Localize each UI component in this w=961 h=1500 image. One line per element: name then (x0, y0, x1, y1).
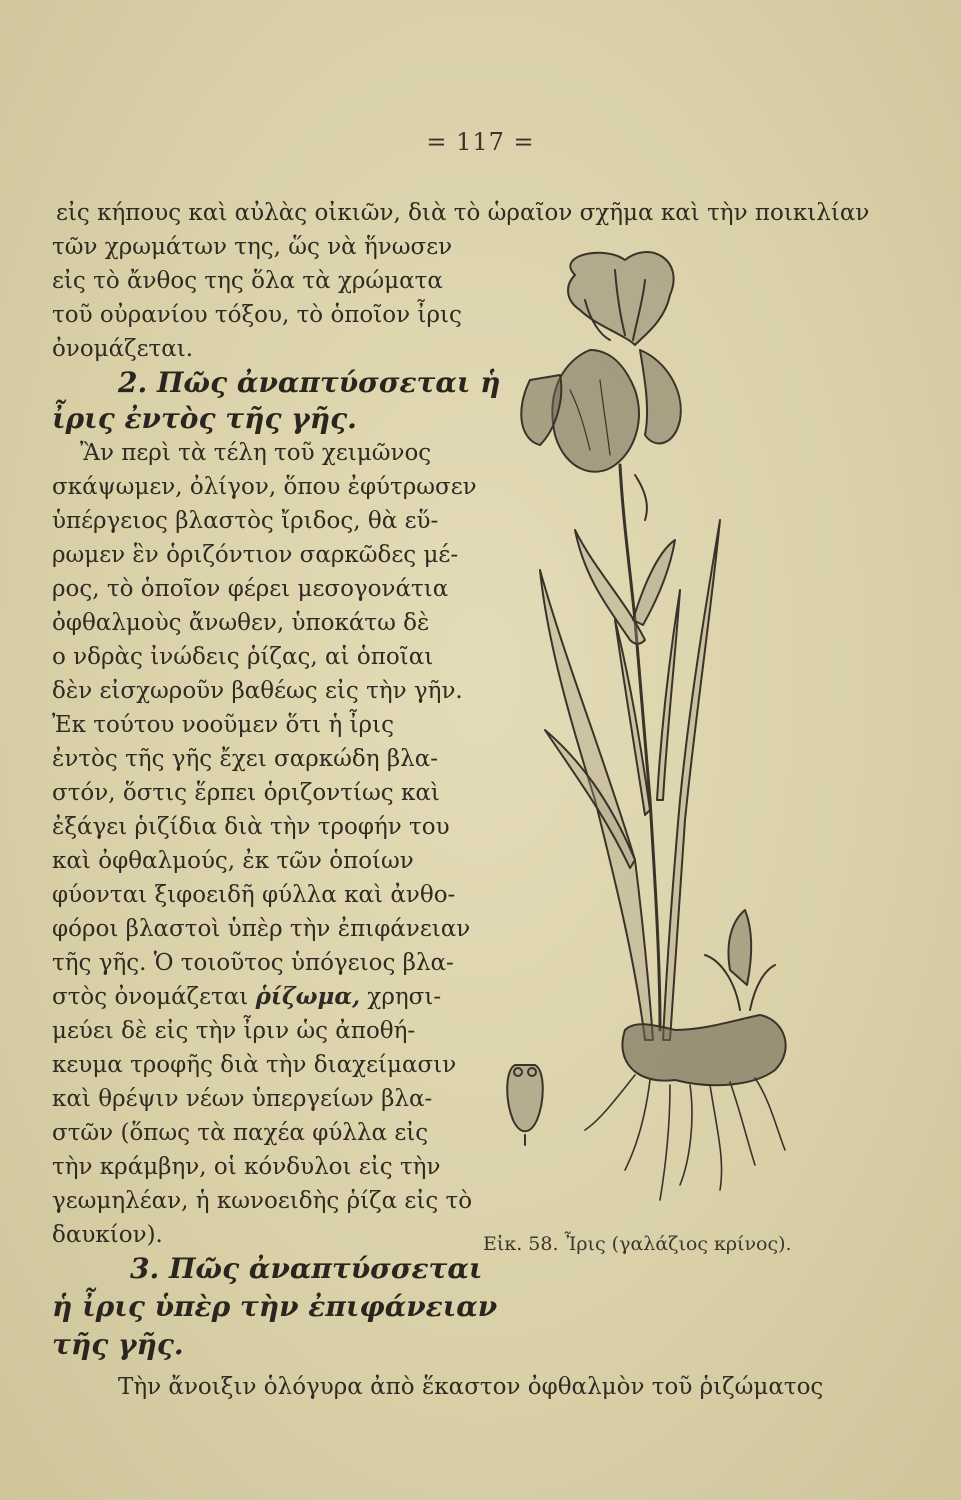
text-line: φύονται ξιφοειδῆ φύλλα καὶ ἀνθο- (52, 882, 456, 908)
term-rhizome: ῥίζωμα, (255, 983, 361, 1010)
iris-illustration (485, 240, 825, 1230)
section-heading-3-cont: ἡ ἶρις ὑπὲρ τὴν ἐπιφάνειαν (52, 1290, 498, 1323)
text-line: τῶν χρωμάτων της, ὥς νὰ ἥνωσεν (52, 234, 453, 260)
text-line: στῶν (ὅπως τὰ παχέα φύλλα εἰς (52, 1120, 429, 1146)
section-heading-3: 3. Πῶς ἀναπτύσσεται (130, 1252, 483, 1285)
page-number: = 117 = (426, 128, 535, 156)
text-line: δαυκίον). (52, 1222, 163, 1248)
text-line: Ἂν περὶ τὰ τέλη τοῦ χειμῶνος (80, 440, 432, 466)
text-line: εἰς κήπους καὶ αὐλὰς οἰκιῶν, διὰ τὸ ὡραῖον σχῆμα καὶ τὴν ποικιλίαν (56, 200, 870, 226)
text-line: εἰς τὸ ἄνθος της ὅλα τὰ χρώματα (52, 268, 443, 294)
figure-caption: Εἰκ. 58. Ἶρις (γαλάζιος κρίνος). (483, 1233, 792, 1255)
iris-flower (521, 252, 680, 472)
text-line: τοῦ οὐρανίου τόξου, τὸ ὁποῖον ἶρις (52, 302, 462, 328)
iris-rhizome (585, 910, 786, 1200)
section-heading-3-end: τῆς γῆς. (52, 1328, 184, 1361)
text-line: σκάψωμεν, ὀλίγον, ὅπου ἐφύτρωσεν (52, 474, 477, 500)
text-line: Τὴν ἄνοιξιν ὁλόγυρα ἀπὸ ἕκαστον ὀφθαλμὸν τοῦ ῥιζώματος (118, 1374, 824, 1400)
text-line: τὴν κράμβην, οἱ κόνδυλοι εἰς τὴν (52, 1154, 441, 1180)
text-line: ὀφθαλμοὺς ἄνωθεν, ὑποκάτω δὲ (52, 610, 430, 636)
text-line: ο νδρὰς ἰνώδεις ῥίζας, αἱ ὁποῖαι (52, 644, 434, 670)
text-line: δὲν εἰσχωροῦν βαθέως εἰς τὴν γῆν. (52, 678, 463, 704)
text-line: ὑπέργειος βλαστὸς ἴριδος, θὰ εὕ- (52, 508, 439, 534)
text-line: ἐντὸς τῆς γῆς ἔχει σαρκώδη βλα- (52, 746, 439, 772)
text-span: χρησι- (360, 984, 442, 1010)
text-line: ρωμεν ἓν ὁριζόντιον σαρκῶδες μέ- (52, 542, 459, 568)
text-line: καὶ θρέψιν νέων ὑπεργείων βλα- (52, 1086, 433, 1112)
iris-leaves (540, 520, 720, 1040)
text-line: γεωμηλέαν, ἡ κωνοειδὴς ῥίζα εἰς τὸ (52, 1188, 473, 1214)
text-line: τῆς γῆς. Ὁ τοιοῦτος ὑπόγειος βλα- (52, 950, 454, 976)
text-line: φόροι βλαστοὶ ὑπὲρ τὴν ἐπιφάνειαν (52, 916, 471, 942)
text-line-rhizome (52, 980, 452, 1014)
section-heading-2: 2. Πῶς ἀναπτύσσεται ἡ (118, 366, 501, 399)
text-line: ρος, τὸ ὁποῖον φέρει μεσογονάτια (52, 576, 449, 602)
text-line: στόν, ὅστις ἕρπει ὁριζοντίως καὶ (52, 780, 440, 806)
seed-capsule-detail (507, 1065, 543, 1145)
text-span: στὸς ὀνομάζεται (52, 984, 256, 1010)
text-line: Ἐκ τούτου νοοῦμεν ὅτι ἡ ἶρις (52, 712, 394, 738)
text-line: ὀνομάζεται. (52, 336, 194, 362)
text-line: μεύει δὲ εἰς τὴν ἶριν ὡς ἀποθή- (52, 1018, 416, 1044)
section-heading-2-cont: ἶρις ἐντὸς τῆς γῆς. (52, 402, 357, 435)
text-line: καὶ ὀφθαλμούς, ἐκ τῶν ὁποίων (52, 848, 414, 874)
text-line: κευμα τροφῆς διὰ τὴν διαχείμασιν (52, 1052, 457, 1078)
text-line: ἐξάγει ῥιζίδια διὰ τὴν τροφήν του (52, 814, 450, 840)
